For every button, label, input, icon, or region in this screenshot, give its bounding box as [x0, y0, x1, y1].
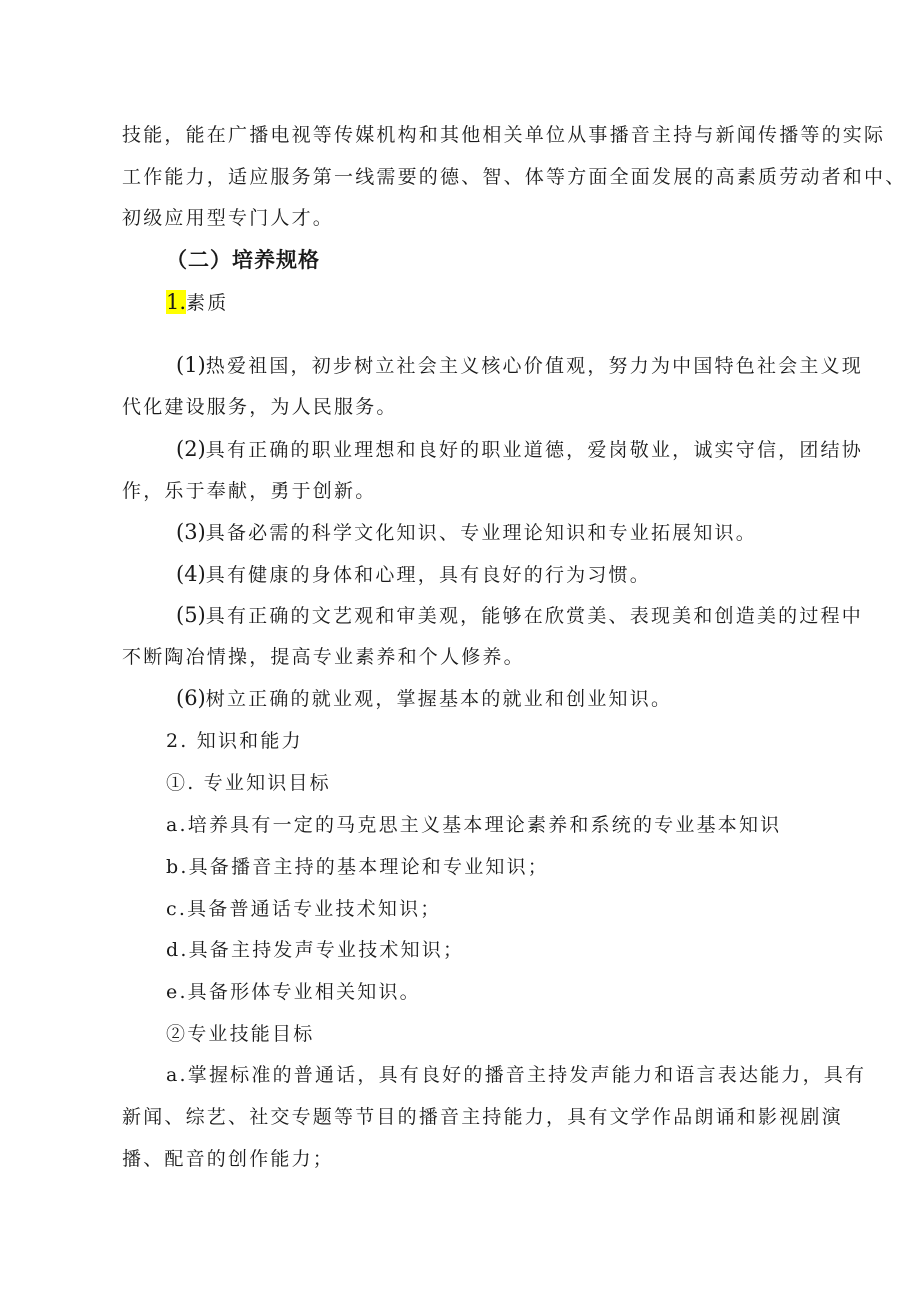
knowledge-item-b: b.具备播音主持的基本理论和专业知识； [166, 856, 550, 878]
knowledge-heading: 2. 知识和能力 [166, 730, 303, 752]
skill-item-a-line-2: 新闻、综艺、社交专题等节目的播音主持能力，具有文学作品朗诵和影视剧演 [122, 1106, 843, 1128]
quality-item-1 [176, 353, 863, 378]
knowledge-item-e: e.具备形体专业相关知识。 [166, 981, 421, 1003]
item-text: 热爱祖国，初步树立社会主义核心价值观，努力为中国特色社会主义现 [205, 355, 863, 377]
quality-item-3 [176, 520, 757, 545]
quality-item-5-cont: 不断陶冶情操，提高专业素养和个人修养。 [122, 646, 525, 668]
intro-line-3: 初级应用型专门人才。 [122, 207, 335, 229]
item-text: 具备必需的科学文化知识、专业理论知识和专业拓展知识。 [205, 522, 757, 544]
quality-item-5 [176, 603, 863, 628]
item-number: (6) [176, 686, 206, 710]
section-title: （二）培养规格 [166, 248, 320, 272]
knowledge-item-a: a.培养具有一定的马克思主义基本理论素养和系统的专业基本知识 [166, 814, 782, 836]
knowledge-item-d: d.具备主持发声专业技术知识； [166, 939, 465, 961]
item-number: (5) [176, 603, 206, 627]
item-text: 树立正确的就业观，掌握基本的就业和创业知识。 [205, 688, 673, 710]
knowledge-subtitle-1: ①. 专业知识目标 [166, 772, 331, 794]
item-text: 具有健康的身体和心理，具有良好的行为习惯。 [205, 564, 651, 586]
quality-heading [166, 290, 228, 315]
item-text: 具有正确的文艺观和审美观，能够在欣赏美、表现美和创造美的过程中 [205, 605, 863, 627]
quality-title: 素质 [186, 292, 229, 314]
quality-item-2-cont: 作，乐于奉献，勇于创新。 [122, 480, 377, 502]
quality-item-1-cont: 代化建设服务，为人民服务。 [122, 396, 398, 418]
quality-item-6 [176, 686, 672, 711]
item-number: (3) [176, 520, 206, 544]
item-number: (1) [176, 353, 206, 377]
intro-line-1: 技能，能在广播电视等传媒机构和其他相关单位从事播音主持与新闻传播等的实际 [122, 124, 886, 146]
item-text: 具有正确的职业理想和良好的职业道德，爱岗敬业，诚实守信，团结协 [205, 439, 863, 461]
quality-item-2 [176, 437, 863, 462]
quality-number: 1. [166, 290, 187, 314]
intro-line-2: 工作能力，适应服务第一线需要的德、智、体等方面全面发展的高素质劳动者和中、 [122, 166, 907, 188]
item-number: (4) [176, 562, 206, 586]
knowledge-item-c: c.具备普通话专业技术知识； [166, 898, 442, 920]
item-number: (2) [176, 437, 206, 461]
knowledge-subtitle-2: ②专业技能目标 [166, 1023, 315, 1045]
quality-item-4 [176, 562, 651, 587]
skill-item-a-line-1: a.掌握标准的普通话，具有良好的播音主持发声能力和语言表达能力，具有 [166, 1064, 867, 1086]
skill-item-a-line-3: 播、配音的创作能力； [122, 1148, 335, 1170]
